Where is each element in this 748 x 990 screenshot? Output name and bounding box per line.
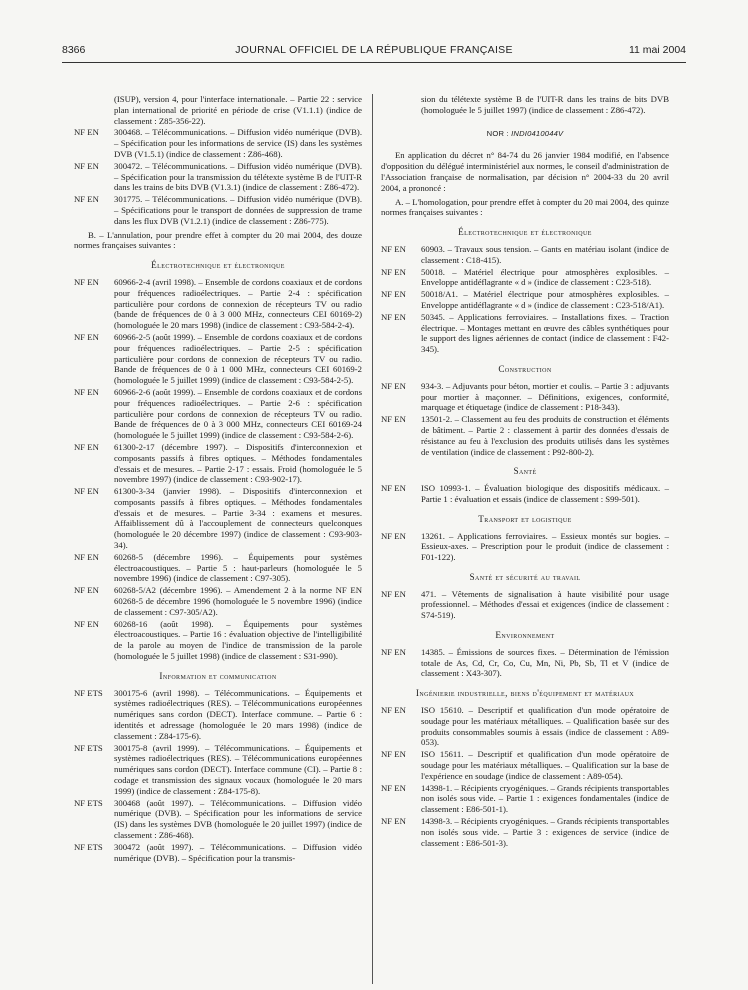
norm-text: 61300-3-34 (janvier 1998). – Dispositifs d'interconnexion et composants passifs à fibres optiques. – Méthodes fondamentales d'essais et de mesures. – Partie 3-34 : examens et mesures. Affaiblissement dû à l'accouplement de connecteurs quelconques (homologuée le 20 décembre 1997) (indice de classement : C93-903-34). xyxy=(114,486,362,551)
section-title: Santé xyxy=(513,466,537,477)
section-title-information: Information et communication xyxy=(159,670,277,681)
norm-text: 934-3. – Adjuvants pour béton, mortier et coulis. – Partie 3 : adjuvants pour mortier à maçonner. – Définitions, exigences, conformité, marquage et étiquetage (indice de classement : P18-343). xyxy=(421,380,669,413)
continued-entry: sion du télétexte système B de l'UIT-R dans les trains de bits DVB (homologuée le 5 juillet 1997) (indice de classement : Z86-472). xyxy=(421,94,669,115)
header-rule xyxy=(62,62,686,63)
norm-code: NF EN xyxy=(381,483,406,494)
section-title: Construction xyxy=(498,363,552,374)
norm-entry xyxy=(74,842,362,864)
page-header xyxy=(62,44,686,60)
norm-entry xyxy=(74,486,362,551)
norm-text: 50018/A1. – Matériel électrique pour atmosphères explosibles. – Enveloppe antidéflagrante « d » (indice de classement : C23-518/A1). xyxy=(421,289,669,310)
nor-reference xyxy=(381,129,669,140)
norm-text: 60903. – Travaux sous tension. – Gants en matériau isolant (indice de classement : C18-415). xyxy=(421,243,669,265)
norm-text: 50345. – Applications ferroviaires. – Installations fixes. – Traction électrique. – Montages mettant en œuvre des câbles synthétiques pour le support des lignes aériennes de contact (indice de classement : F42-345). xyxy=(421,311,669,355)
norm-text: 60268-16 (août 1998). – Équipements pour systèmes électroacoustiques. – Partie 16 : évaluation objective de l'intelligibilité de la parole au moyen de l'indice de transmission de la parole (homologuée le 5 juillet 1998) (indice de classement : S31-990). xyxy=(114,618,362,662)
norm-text: ISO 15611. – Descriptif et qualification d'un mode opératoire de soudage pour les matériaux métalliques. – Qualification sur la base de l'expérience en soudage (indice de classement : A89-054). xyxy=(421,749,669,781)
norm-entry xyxy=(74,277,362,331)
norm-entry xyxy=(74,442,362,485)
norm-code: NF ETS xyxy=(74,797,103,808)
norm-text: ISO 15610. – Descriptif et qualification d'un mode opératoire de soudage pour les matériaux métalliques. – Qualification basée sur des produits consommables soumis à essais (indice de classement : A89-053). xyxy=(421,705,669,748)
norm-entry xyxy=(74,387,362,441)
norm-code: NF EN xyxy=(74,486,99,497)
norm-code: NF EN xyxy=(381,311,406,322)
decree-paragraph: En application du décret n° 84-74 du 26 janvier 1984 modifié, en l'absence d'opposition du délégué interministériel aux normes, le conseil d'administration de l'Association française de normalisation, par décision n° 2004-33 du 20 avril 2004, a prononcé : xyxy=(381,150,669,193)
norm-entry xyxy=(74,619,362,662)
norm-entry xyxy=(74,552,362,584)
section-title: Transport et logistique xyxy=(478,513,572,524)
norm-code: NF EN xyxy=(74,585,99,596)
norm-text: 300468 (août 1997). – Télécommunications. – Diffusion vidéo numérique (DVB). – Spécification pour les informations de service (IS) dans les systèmes DVB (homologuée le 20 juillet 1997) (indice de classement : Z86-468). xyxy=(114,797,362,840)
section-entries xyxy=(381,381,669,458)
norm-entry xyxy=(74,585,362,617)
norm-entry xyxy=(381,483,669,505)
norm-entry xyxy=(381,414,669,457)
norm-code: NF EN xyxy=(74,441,99,452)
right-sections xyxy=(381,227,669,848)
norm-text: 60268-5/A2 (décembre 1996). – Amendement 2 à la norme NF EN 60268-5 de décembre 1996 (homologuée le 5 novembre 1996) (indice de classement : C97-305/A2). xyxy=(114,585,362,617)
nor-code: INDI0410044V xyxy=(511,128,564,138)
section-title-electrotechnique: Électrotechnique et électronique xyxy=(151,260,285,271)
norm-code: NF EN xyxy=(381,646,406,657)
norm-text: 60268-5 (décembre 1996). – Équipements pour systèmes électroacoustiques. – Partie 5 : haut-parleurs (homologuée le 5 novembre 1996) (indice de classement : C97-305). xyxy=(114,551,362,584)
norm-text: 301775. – Télécommunications. – Diffusion vidéo numérique (DVB). – Spécifications pour le transport de données de suppression de trame dans les flux DVB (V1.2.1) (indice de classement : Z86-775). xyxy=(114,194,362,226)
page-number: 8366 xyxy=(62,44,86,56)
norm-entry xyxy=(381,749,669,781)
norm-text: 14398-1. – Récipients cryogéniques. – Grands récipients transportables non isolés sous vide. – Partie 1 : exigences fondamentales (indice de classement : E86-501-1). xyxy=(421,782,669,815)
continued-entry: (ISUP), version 4, pour l'interface internationale. – Partie 22 : service plan international de priorité en période de crise (V1.1.1) (indice de classement : Z85-356-22). xyxy=(114,94,362,126)
norm-code: NF EN xyxy=(381,816,406,827)
section-title: Santé et sécurité au travail xyxy=(469,571,581,582)
norm-text: 13261. – Applications ferroviaires. – Essieux montés sur bogies. – Essieux-axes. – Prescription pour le produit (indice de classement : F01-122). xyxy=(421,530,669,563)
section-entries xyxy=(381,483,669,505)
norm-code: NF ETS xyxy=(74,742,103,753)
norm-entry xyxy=(381,244,669,266)
section-title: Environnement xyxy=(495,630,555,641)
norm-text: 13501-2. – Classement au feu des produits de construction et éléments de bâtiment. – Partie 2 : classement à partir des données d'essais de résistance au feu à l'exclusion des produits utilisés dans les systèmes de ventilation (indice de classement : P92-800-2). xyxy=(421,414,669,457)
column-divider xyxy=(372,94,373,984)
norm-text: 61300-2-17 (décembre 1997). – Dispositifs d'interconnexion et composants passifs à fibres optiques. – Méthodes fondamentales d'essais et de mesures. – Partie 2-17 : essais. Froid (homologuée le 5 novembre 1997) (indice de classement : C93-902-17). xyxy=(114,441,362,485)
norm-code: NF EN xyxy=(381,782,406,793)
norm-text: 300472 (août 1997). – Télécommunications. – Diffusion vidéo numérique (DVB). – Spécification pour la transmis- xyxy=(114,841,362,863)
norm-entry xyxy=(74,332,362,386)
norm-entry xyxy=(74,194,362,226)
norm-entry xyxy=(74,127,362,159)
left-entries-information xyxy=(74,688,362,864)
norm-entry xyxy=(74,161,362,193)
section-entries xyxy=(381,589,669,621)
norm-text: 300175-8 (avril 1999). – Télécommunications. – Équipements et systèmes radioélectriques (RES). – Télécommunications européennes numériques sans cordon (DECT). Interface commune (CI). – Partie 8 : codage et transmission des signaux vocaux (homologuée le 20 mars 1999) (indice de classement : Z84-175-8). xyxy=(114,742,362,796)
norm-entry xyxy=(381,647,669,679)
norm-code: NF EN xyxy=(381,749,406,760)
norm-entry xyxy=(381,531,669,563)
norm-entry xyxy=(74,798,362,841)
norm-code: NF EN xyxy=(381,289,406,300)
norm-code: NF EN xyxy=(74,551,99,562)
norm-entry xyxy=(381,381,669,413)
norm-code: NF EN xyxy=(74,386,99,397)
norm-code: NF EN xyxy=(74,618,99,629)
norm-text: 471. – Vêtements de signalisation à haute visibilité pour usage professionnel. – Méthodes d'essai et exigences (indice de classement : S74-519). xyxy=(421,588,669,621)
section-entries xyxy=(381,647,669,679)
norm-code: NF EN xyxy=(74,194,99,205)
norm-entry xyxy=(381,816,669,848)
norm-text: 14398-3. – Récipients cryogéniques. – Grands récipients transportables non isolés sous vide. – Partie 3 : exigences de service (indice de classement : E86-501-3). xyxy=(421,816,669,848)
section-title: Ingénierie industrielle, biens d'équipement et matériaux xyxy=(415,688,635,699)
norm-text: 60966-2-5 (août 1999). – Ensemble de cordons coaxiaux et de cordons pour fréquences radioélectriques. – Partie 2-5 : spécification particulière pour cordons de connexion de récepteurs TV ou radio. Bande de fréquences de 0 à 1 000 MHz, connecteurs CEI 60169-2 (homologuée le 5 juillet 1999) (indice de classement : C93-584-2-5). xyxy=(114,331,362,386)
norm-entry xyxy=(381,783,669,815)
norm-entry xyxy=(381,589,669,621)
norm-code: NF EN xyxy=(74,331,99,342)
section-entries xyxy=(381,531,669,563)
norm-text: ISO 10993-1. – Évaluation biologique des dispositifs médicaux. – Partie 1 : évaluation et essais (indice de classement : S99-501). xyxy=(421,483,669,504)
left-entries-electrotechnique xyxy=(74,277,362,662)
norm-code: NF ETS xyxy=(74,841,103,852)
norm-code: NF EN xyxy=(381,530,406,541)
norm-entry xyxy=(381,312,669,355)
left-column xyxy=(74,94,362,864)
norm-entry xyxy=(381,267,669,289)
section-title: Électrotechnique et électronique xyxy=(458,227,592,238)
norm-code: NF EN xyxy=(381,266,406,277)
section-entries xyxy=(381,705,669,848)
nor-label: NOR : xyxy=(486,128,509,138)
annulation-paragraph: B. – L'annulation, pour prendre effet à compter du 20 mai 2004, des douze normes françaises suivantes : xyxy=(74,229,362,251)
norm-code: NF EN xyxy=(381,380,406,391)
issue-date: 11 mai 2004 xyxy=(628,44,686,56)
homologation-paragraph: A. – L'homologation, pour prendre effet à compter du 20 mai 2004, des quinze normes françaises suivantes : xyxy=(381,196,669,218)
norm-code: NF EN xyxy=(74,127,99,138)
norm-text: 50018. – Matériel électrique pour atmosphères explosibles. – Enveloppe antidéflagrante « d » (indice de classement : C23-518). xyxy=(421,266,669,288)
norm-code: NF EN xyxy=(74,160,99,171)
left-top-entries xyxy=(74,127,362,226)
norm-text: 300468. – Télécommunications. – Diffusion vidéo numérique (DVB). – Spécification pour les informations de service (IS) dans les systèmes DVB (V1.5.1) (indice de classement : Z86-468). xyxy=(114,127,362,159)
right-column xyxy=(381,94,669,849)
norm-text: 60966-2-6 (août 1999). – Ensemble de cordons coaxiaux et de cordons pour fréquences radioélectriques. – Partie 2-6 : spécification particulière pour cordons de connexion de récepteurs TV ou radio. Bande de fréquences de 0 à 3 000 MHz, connecteurs CEI 60169-24 (homologuée le 5 juillet 1999) (indice de classement : C93-584-2-6). xyxy=(114,386,362,441)
section-entries xyxy=(381,244,669,355)
norm-text: 300472. – Télécommunications. – Diffusion vidéo numérique (DVB). – Spécification pour la transmission du télétexte système B de l'UIT-R dans les trains de bits DVB (V1.3.1) (indice de classement : Z86-472). xyxy=(114,160,362,193)
norm-code: NF EN xyxy=(381,588,406,599)
norm-entry xyxy=(381,705,669,748)
norm-code: NF EN xyxy=(381,414,406,425)
norm-text: 60966-2-4 (avril 1998). – Ensemble de cordons coaxiaux et de cordons pour fréquences radioélectriques. – Partie 2-4 : spécification particulière pour cordons de connexion de récepteurs TV ou radio (bande de fréquences de 0 à 3 000 MHz, connecteurs CEI 60169-2) (homologuée le 20 mars 1998) (indice de classement : C93-584-2-4). xyxy=(114,276,362,331)
norm-entry xyxy=(381,289,669,311)
norm-code: NF ETS xyxy=(74,687,103,698)
norm-text: 14385. – Émissions de sources fixes. – Détermination de l'émission totale de As, Cd, Cr, Co, Cu, Mn, Ni, Pb, Sb, Tl et V (indice de classement : X43-307). xyxy=(421,646,669,679)
norm-code: NF EN xyxy=(74,276,99,287)
norm-entry xyxy=(74,688,362,742)
norm-code: NF EN xyxy=(381,243,406,254)
norm-text: 300175-6 (avril 1998). – Télécommunications. – Équipements et systèmes radioélectriques (RES). – Télécommunications européennes numériques sans cordon (DECT). Interface commune. – Partie 6 : identités et adressage (homologuée le 20 mars 1998) (indice de classement : Z84-175-6). xyxy=(114,687,362,741)
norm-code: NF EN xyxy=(381,705,406,716)
journal-title: JOURNAL OFFICIEL DE LA RÉPUBLIQUE FRANÇAISE xyxy=(235,44,513,56)
norm-entry xyxy=(74,743,362,797)
